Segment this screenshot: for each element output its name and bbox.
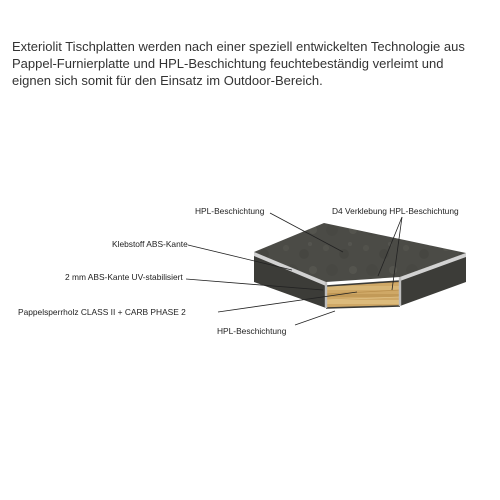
label-abs-kante: 2 mm ABS-Kante UV-stabilisiert — [65, 272, 183, 282]
leader-hpl-bottom — [295, 311, 335, 325]
intro-line-1: Exteriolit Tischplatten werden nach einer speziell entwickelten Technologie aus — [12, 39, 465, 54]
label-d4-verklebung: D4 Verklebung HPL-Beschichtung — [332, 206, 459, 216]
label-hpl-top: HPL-Beschichtung — [195, 206, 265, 216]
label-pappelsperrholz: Pappelsperrholz CLASS II + CARB PHASE 2 — [18, 307, 186, 317]
label-hpl-bottom: HPL-Beschichtung — [217, 326, 287, 336]
intro-line-2: Pappel-Furnierplatte und HPL-Beschichtung feuchtebeständig verleimt und — [12, 56, 444, 71]
label-klebstoff: Klebstoff ABS-Kante — [112, 239, 188, 249]
intro-line-3: eignen sich somit für den Einsatz im Outdoor-Bereich. — [12, 73, 323, 88]
